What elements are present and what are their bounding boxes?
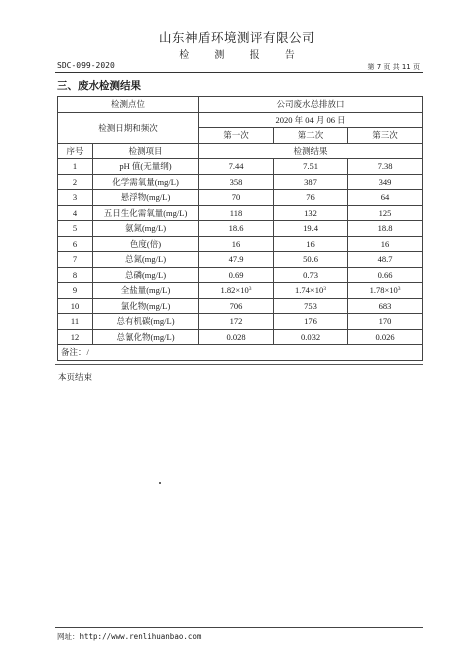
table-row [58,298,423,314]
table-row [58,236,423,252]
row-number: 5 [58,221,93,237]
row-number: 7 [58,252,93,268]
result-2: 19.4 [274,221,348,237]
result-3: 0.66 [348,267,423,283]
result-3: 64 [348,190,423,206]
test-item: 全盐量(mg/L) [93,283,199,299]
result-2: $1.74\times 10^3$ [274,283,348,299]
result-1: 172 [199,314,274,330]
result-2: 76 [274,190,348,206]
result-3: 125 [348,205,423,221]
test-item: 总有机碳(mg/L) [93,314,199,330]
row-number: 12 [58,329,93,345]
result-1: 47.9 [199,252,274,268]
result-3: 16 [348,236,423,252]
result-2: 0.032 [274,329,348,345]
exponent: 3 [248,286,252,293]
result-2: 0.73 [274,267,348,283]
table-row [58,329,423,345]
result-1: 118 [199,205,274,221]
test-item: 总氮(mg/L) [93,252,199,268]
row-number: 1 [58,159,93,175]
result-2: 753 [274,298,348,314]
row-number: 4 [58,205,93,221]
company-name: 山东神盾环境测评有限公司 [158,30,315,45]
test-item: 悬浮物(mg/L) [93,190,199,206]
result-3: 7.38 [348,159,423,175]
test-item: 化学需氧量(mg/L) [93,174,199,190]
remark: 备注：/ [58,345,423,361]
document-number: SDC-099-2020 [57,61,115,70]
page-info: 第 7 页 共 11 页 [367,63,420,71]
result-3: $1.78\times 10^3$ [348,283,423,299]
result-1: 358 [199,174,274,190]
section-title: 三、废水检测结果 [57,80,141,92]
result-1: 16 [199,236,274,252]
table-row [58,267,423,283]
table-row [58,159,423,175]
table-row [58,221,423,237]
test-item: pH 值(无量纲) [93,159,199,175]
table-row [58,345,423,361]
table-row [58,97,423,113]
header-divider [55,72,423,73]
test-item: 氯化物(mg/L) [93,298,199,314]
freq-3: 第三次 [348,128,423,144]
table-row [58,314,423,330]
result-2: 50.6 [274,252,348,268]
result-1: 7.44 [199,159,274,175]
result-2: 7.51 [274,159,348,175]
result-1: 70 [199,190,274,206]
footer-url: 网址：http://www.renlihuanbao.com [57,632,202,641]
result-1: 706 [199,298,274,314]
date-freq-label: 检测日期和频次 [58,112,199,143]
end-divider [55,364,423,365]
test-item: 总磷(mg/L) [93,267,199,283]
row-number: 11 [58,314,93,330]
table-row [58,174,423,190]
seq-header: 序号 [58,143,93,159]
result-2: 176 [274,314,348,330]
item-header: 检测项目 [93,143,199,159]
table-row [58,190,423,206]
result-3: 18.8 [348,221,423,237]
freq-1: 第一次 [199,128,274,144]
result-2: 132 [274,205,348,221]
test-item: 总氰化物(mg/L) [93,329,199,345]
point-label: 检测点位 [58,97,199,113]
footer-divider [55,627,423,628]
result-3: 0.026 [348,329,423,345]
wastewater-results-table [57,96,423,361]
result-3: 349 [348,174,423,190]
row-number: 10 [58,298,93,314]
test-item: 氨氮(mg/L) [93,221,199,237]
table-row [58,283,423,299]
result-header: 检测结果 [199,143,423,159]
test-item: 五日生化需氧量(mg/L) [93,205,199,221]
test-item: 色度(倍) [93,236,199,252]
table-row [58,252,423,268]
result-1: 0.69 [199,267,274,283]
row-number: 8 [58,267,93,283]
exponent: 3 [323,286,326,293]
table-row [58,205,423,221]
table-row [58,112,423,128]
result-2: 16 [274,236,348,252]
table-row [58,143,423,159]
result-3: 48.7 [348,252,423,268]
end-note: 本页结束 [58,373,93,383]
date-value: 2020 年 04 月 06 日 [199,112,423,128]
result-1: 18.6 [199,221,274,237]
result-1: 0.028 [199,329,274,345]
exponent: 3 [397,286,401,293]
report-title: 检 测 报 告 [179,50,306,61]
freq-2: 第二次 [274,128,348,144]
row-number: 6 [58,236,93,252]
row-number: 3 [58,190,93,206]
point-value: 公司废水总排放口 [199,97,423,113]
row-number: 2 [58,174,93,190]
result-1: $1.82\times 10^3$ [199,283,274,299]
row-number: 9 [58,283,93,299]
result-3: 170 [348,314,423,330]
stray-mark [159,482,161,484]
result-3: 683 [348,298,423,314]
result-2: 387 [274,174,348,190]
